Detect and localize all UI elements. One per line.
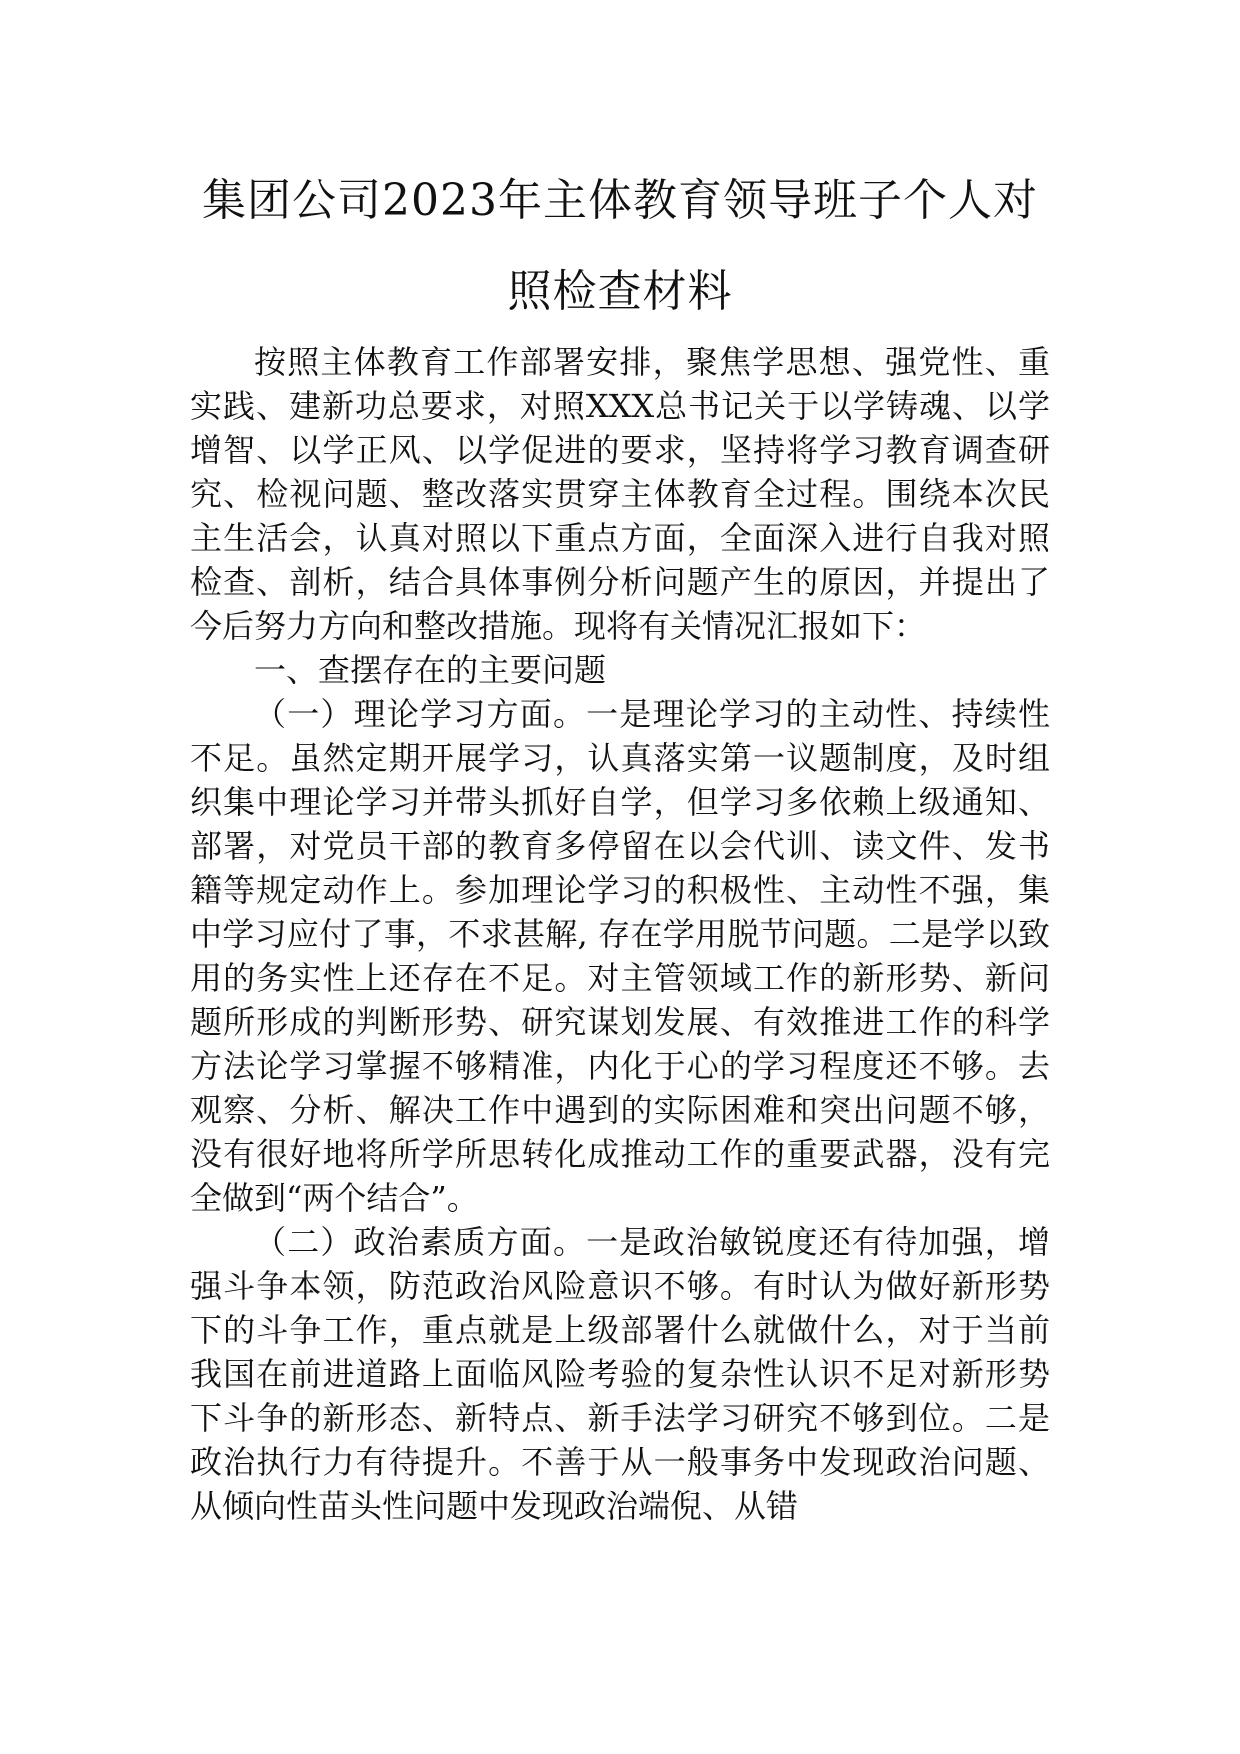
section-heading-problems: 一、查摆存在的主要问题 — [254, 651, 607, 689]
paragraph-political-quality: （二）政治素质方面。一是政治敏锐度还有待加强，增强斗争本领，防范政治风险意识不够。有时认为做好新形势下的斗争工作，重点就是上级部署什么就做什么，对于当前我国在前进道路上面临风险考验的复杂性认识不足对新形势下斗争的新形态、新特点、新手法学习研究不够到位。二是政治执行力有待提升。不善于从一般事务中发现政治问题、从倾向性苗头性问题中发现政治端倪、从错 — [190, 1223, 1050, 1525]
document-title-line-2: 照检查材料 — [507, 266, 733, 317]
document-title-line-1: 集团公司2023年主体教育领导班子个人对 — [202, 175, 1038, 226]
document-body — [190, 340, 1050, 1528]
paragraph-theory-study: （一）理论学习方面。一是理论学习的主动性、持续性不足。虽然定期开展学习，认真落实第一议题制度，及时组织集中理论学习并带头抓好自学，但学习多依赖上级通知、部署，对党员干部的教育多停留在以会代训、读文件、发书籍等规定动作上。参加理论学习的积极性、主动性不强，集中学习应付了事，不求甚解, 存在学用脱节问题。二是学以致用的务实性上还存在不足。对主管领域工作的新形势、新问题所形成的判断形势、研究谋划发展、有效推进工作的科学方法论学习掌握不够精准，内化于心的学习程度还不够。去观察、分析、解决工作中遇到的实际困难和突出问题不够，没有很好地将所学所思转化成推动工作的重要武器，没有完全做到“两个结合”。 — [190, 695, 1050, 1217]
intro-paragraph: 按照主体教育工作部署安排，聚焦学思想、强党性、重实践、建新功总要求，对照XXX总书记关于以学铸魂、以学增智、以学正风、以学促进的要求，坚持将学习教育调查研究、检视问题、整改落实贯穿主体教育全过程。围绕本次民主生活会，认真对照以下重点方面，全面深入进行自我对照检查、剖析，结合具体事例分析问题产生的原因，并提出了今后努力方向和整改措施。现将有关情况汇报如下： — [190, 343, 1050, 645]
